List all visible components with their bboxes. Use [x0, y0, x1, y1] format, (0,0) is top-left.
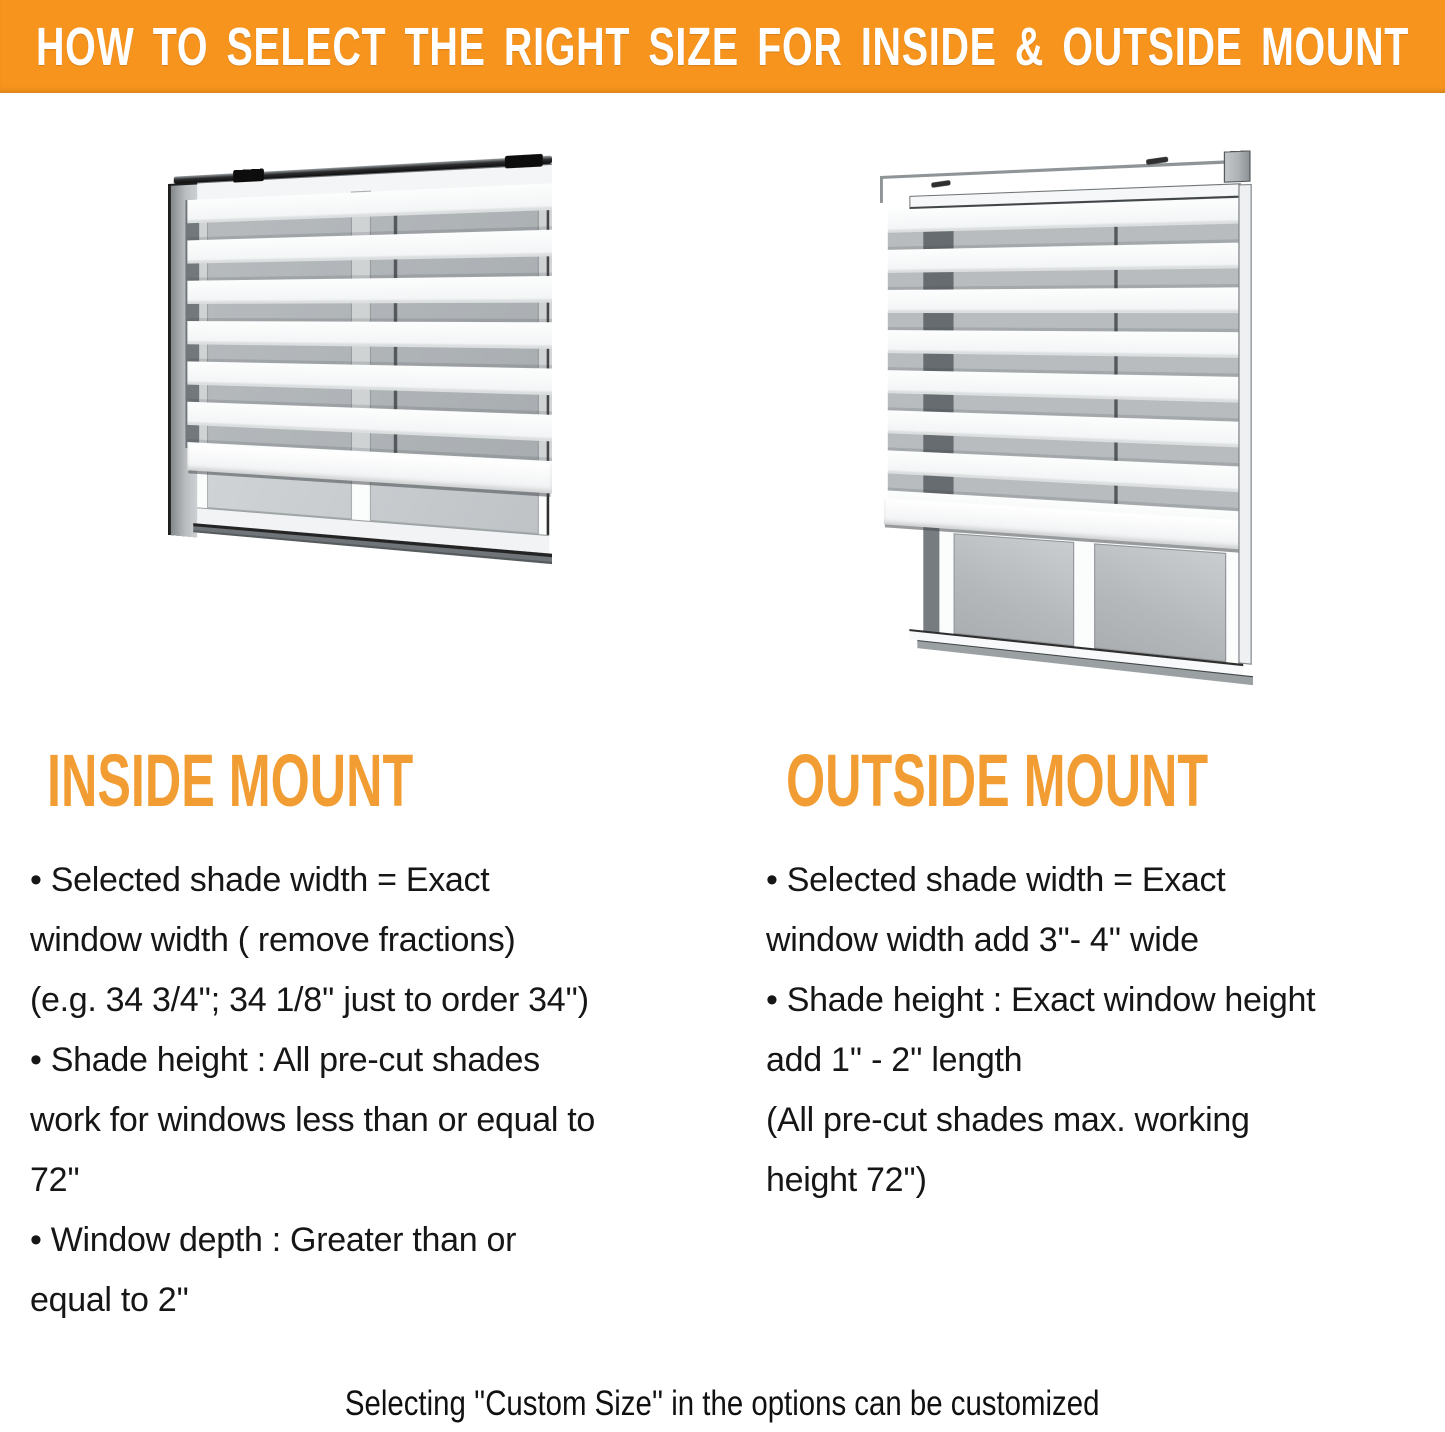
instruction-line: • Shade height : All pre-cut shades	[30, 1041, 540, 1079]
window-reveal	[923, 527, 939, 632]
inside-mount-heading: INSIDE MOUNT	[47, 739, 414, 822]
banner-title: HOW TO SELECT THE RIGHT SIZE FOR INSIDE & OUTSIDE MOUNT	[35, 16, 1410, 77]
instruction-line: (e.g. 34 3/4''; 34 1/8'' just to order 34'')	[30, 981, 589, 1019]
outside-mount-illustration	[880, 168, 1220, 648]
instruction-line: • Selected shade width = Exact	[30, 861, 490, 899]
instruction-line: window width ( remove fractions)	[30, 921, 516, 959]
zebra-shade-stripes	[187, 183, 551, 468]
mounting-bracket	[1224, 150, 1251, 182]
inside-mount-instructions	[30, 850, 595, 1330]
inside-mount-window	[168, 156, 552, 570]
instruction-line: 72''	[30, 1161, 80, 1199]
mounting-clip	[505, 154, 543, 169]
instruction-line: • Shade height : Exact window height	[766, 981, 1316, 1019]
instruction-line: add 1'' - 2'' length	[766, 1041, 1023, 1079]
instruction-line: height 72'')	[766, 1161, 927, 1199]
instruction-line: (All pre-cut shades max. working	[766, 1101, 1250, 1139]
custom-size-note: Selecting ''Custom Size'' in the options can be customized	[345, 1384, 1100, 1423]
wall-edge-corner	[880, 176, 883, 203]
footer-note-row	[0, 1384, 1445, 1424]
outside-mount-window	[880, 150, 1251, 689]
instruction-line: • Selected shade width = Exact	[766, 861, 1226, 899]
zebra-shade-stripes	[888, 198, 1239, 523]
mounting-clip	[233, 169, 264, 183]
wall-screw-mark	[931, 180, 951, 188]
window-glass	[954, 533, 1075, 646]
inside-mount-illustration	[168, 177, 513, 535]
outside-mount-heading: OUTSIDE MOUNT	[786, 739, 1209, 822]
outside-mount-instructions	[766, 850, 1315, 1210]
instruction-line: work for windows less than or equal to	[30, 1101, 595, 1139]
shade-side-rail	[1238, 184, 1251, 665]
wall-edge-line	[880, 160, 1243, 179]
window-glass	[1094, 543, 1226, 662]
instruction-line: equal to 2''	[30, 1281, 189, 1319]
instruction-line: window width add 3''- 4'' wide	[766, 921, 1199, 959]
header-banner	[0, 0, 1445, 93]
instruction-line: • Window depth : Greater than or	[30, 1221, 517, 1259]
